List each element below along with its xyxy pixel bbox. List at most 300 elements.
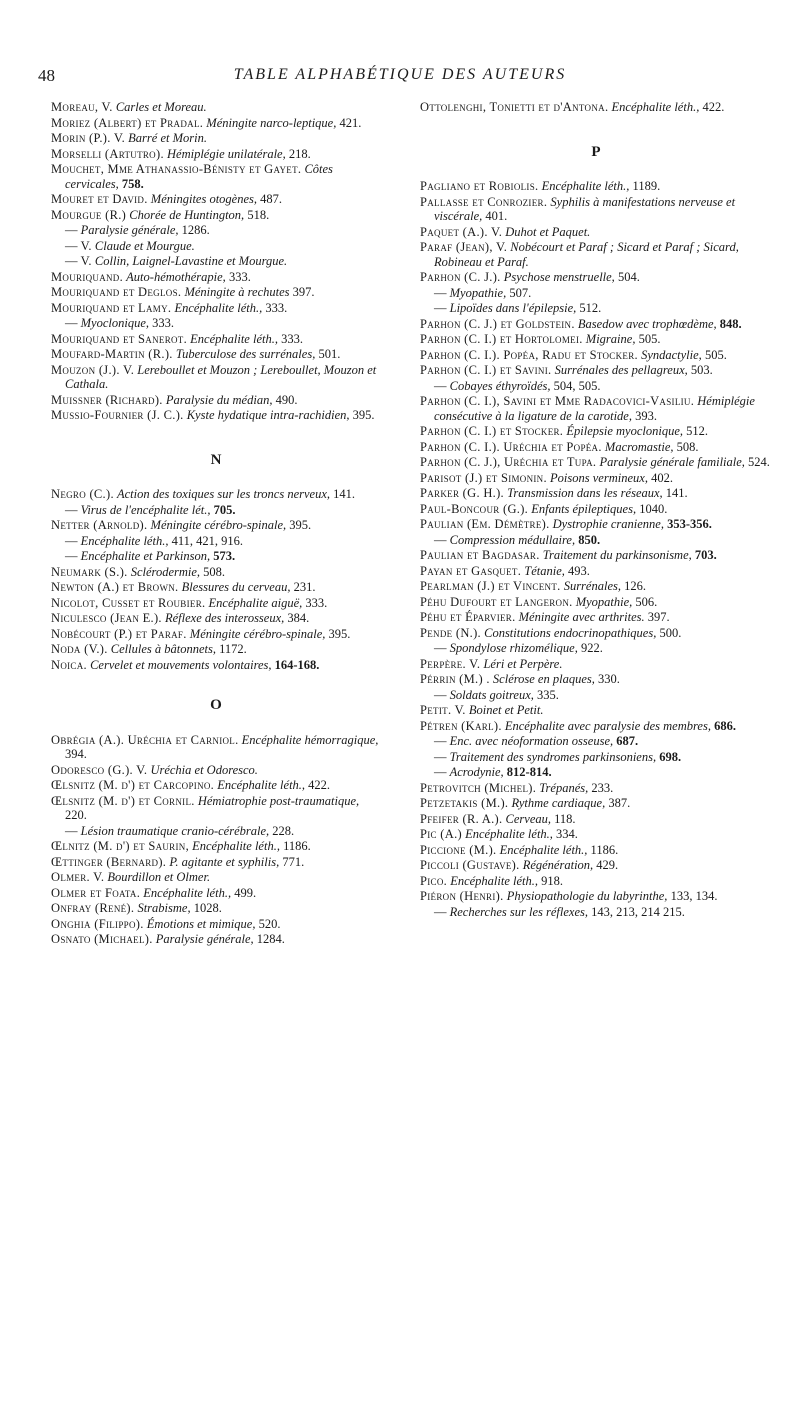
entry-pages: 402. [651,470,673,485]
sub-entry: — Spondylose rhizomélique, 922. [434,641,603,655]
entry-title: Trépanés, [539,780,589,795]
entry-pages: 429. [596,858,619,872]
entry-author: Neumark (S.). [51,564,128,579]
sub-entry: — Cobayes éthyroïdés, 504, 505. [434,378,601,393]
entry-pages: 1189. [632,179,661,193]
entry-author: Parhon (C. J.). [420,270,501,284]
entry-title: Action des toxiques sur les troncs nerveux, [117,487,331,501]
index-entry [420,363,772,378]
entry-author: Moreau, V. [51,100,113,114]
entry-author: Parhon (C. I.) et Hortolomei. [420,332,583,346]
entry-author: Olmer. V. [51,870,105,884]
index-entry [420,195,772,224]
entry-pages: 508. [203,564,226,579]
index-entry [420,796,772,811]
entry-author: Petrovitch (Michel). [420,780,537,795]
entry-title: Barré et Morin. [128,131,207,145]
entry-title: Encéphalite léth., [174,300,263,315]
entry-pages: 384. [287,611,310,625]
entry-author: Paul-Boncour (G.). [420,501,529,516]
entry-title: Sclérose en plaques, [492,672,595,686]
entry-title: Nobécourt et Paraf ; Sicard et Paraf ; Sicard, Robineau et Paraf. [434,240,739,269]
entry-author: Piccione (M.). [420,842,497,857]
entry-author: Nobécourt (P.) et Paraf. [51,626,187,641]
entry-title: Uréchia et Odoresco. [150,762,258,777]
index-entry [420,455,772,470]
entry-pages: 411, 421, 916. [171,533,243,548]
entry-author: Mouriquand et Lamy. [51,300,172,315]
sub-entry: — Enc. avec néoformation osseuse, 687. [434,734,639,748]
entry-pages: 918. [541,873,564,888]
index-entry [51,565,381,580]
entry-pages-bold: 703. [694,548,717,562]
entry-author: Pallasse et Conrozier. [420,194,548,209]
entry-title: Lereboullet et Mouzon ; Lereboullet, Mouzon et Cathala. [65,362,377,391]
entry-pages: 487. [260,192,283,206]
entry-pages-bold: 848. [719,316,742,331]
entry-pages-bold: 353-356. [667,517,712,531]
index-entry [420,595,772,610]
entry-pages: 1028. [193,901,222,915]
index-entry [420,240,772,269]
entry-title: Encéphalite léth., [541,179,630,193]
entry-pages: 334. [556,827,578,841]
entry-title: Méningites otogènes, [150,192,258,206]
page-number: 48 [38,66,55,85]
entry-title: Hémiplégie consécutive à la ligature de la carotide, [434,394,755,423]
entry-author: Parisot (J.) et Simonin. [420,470,547,485]
entry-author: Pagliano et Robiolis. [420,179,539,193]
entry-author: Paulian et Bagdasar. [420,548,540,562]
index-entry [420,486,772,501]
entry-author: Piccoli (Gustave). [420,858,520,872]
entry-title: Émotions et mimique, [146,916,256,931]
index-entry [51,487,381,502]
entry-title: Strabisme, [137,901,191,915]
entry-pages: 1186. [283,839,311,853]
entry-author: Petzetakis (M.). [420,796,509,810]
entry-author: Noda (V.). [51,642,108,656]
index-entry [420,812,772,827]
entry-title: Régénération, [522,858,594,872]
index-entry [51,642,381,657]
entry-title: Acrodynie, [449,765,504,779]
index-entry [51,208,381,223]
entry-title: Macromastie, [604,439,674,454]
entry-author: Obrégia (A.). Uréchia et Carniol. [51,732,239,747]
entry-title: Paralysie générale, [80,223,179,237]
entry-author: Pende (N.). [420,625,481,640]
entry-title: Myopathie, [575,594,633,609]
entry-pages: 387. [608,796,631,810]
entry-pages: 503. [690,363,713,377]
entry-pages: 143, 213, 214 215. [591,904,685,919]
entry-title: Cellules à bâtonnets, [110,642,216,656]
entry-pages: 508. [676,439,699,454]
sub-entry: — Paralysie générale, 1286. [65,223,210,237]
entry-title: Collin, Laignel-Lavastine et Mourgue. [94,254,288,268]
entry-pages: 395. [289,518,312,532]
index-entry [420,579,772,594]
entry-title: Encéphalite léth., [611,100,700,114]
entry-pages-bold: 758. [121,176,144,191]
entry-pages: 422. [308,778,331,792]
index-entry [51,778,381,793]
sub-entry: — Myopathie, 507. [434,285,532,300]
entry-author: Muissner (Richard). [51,392,163,407]
entry-pages: 506. [635,594,658,609]
index-entry [420,317,772,332]
sub-entry: — Soldats goitreux, 335. [434,687,559,702]
entry-title: Lésion traumatique cranio-cérébrale, [80,823,270,838]
entry-author: Mussio-Fournier (J. C.). [51,408,184,422]
index-entry [420,610,772,625]
index-entry [420,719,772,734]
index-entry [420,889,772,904]
entry-author: Mouret et David. [51,192,148,206]
entry-author: Noica. [51,657,87,672]
entry-pages: 220. [65,808,87,822]
entry-title: Méningite narco-leptique, [206,115,337,130]
entry-pages: 1284. [256,932,285,946]
entry-pages-bold: 850. [578,532,601,547]
sub-entry: — Recherches sur les réflexes, 143, 213, 214 215. [434,904,685,919]
entry-pages: 1172. [219,642,247,656]
entry-author: Newton (A.) et Brown. [51,580,179,594]
entry-title: Cervelet et mouvements volontaires, [90,657,272,672]
entry-title: Encéphalite léth., [217,778,306,792]
section-letter: P [591,143,601,160]
index-entry [420,394,772,423]
entry-pages-bold: 705. [213,502,236,517]
entry-pages: 1040. [639,501,668,516]
sub-entry: — Traitement des syndromes parkinsoniens, 698. [434,749,682,764]
entry-author: Parhon (C. I.). Uréchia et Popéa. [420,439,602,454]
index-entry [420,858,772,873]
entry-pages: 505. [638,332,661,346]
entry-title: Encéphalite avec paralysie des membres, [504,718,711,733]
entry-title: P. agitante et syphilis, [169,854,280,869]
entry-author: Œttinger (Bernard). [51,854,167,869]
entry-pages: 421. [339,115,362,130]
entry-title: Recherches sur les réflexes, [449,904,588,919]
entry-title: Encéphalite léth., [450,873,539,888]
entry-title: Boinet et Petit. [468,703,544,717]
entry-pages: 333. [152,316,175,330]
entry-title: Myopathie, [449,285,507,300]
section-letter: O [210,697,222,713]
index-entry [420,424,772,439]
entry-pages: 524. [748,455,770,469]
index-entry [420,564,772,579]
entry-author: Paulian (Em. Démètre). [420,517,550,531]
sub-entry: — Lipoïdes dans l'épilepsie, 512. [434,301,602,315]
entry-title: Encéphalite léth., [80,533,169,548]
entry-pages: 335. [537,687,559,702]
index-entry [51,162,381,191]
entry-author: Odoresco (G.). V. [51,762,148,777]
index-entry [420,225,772,240]
entry-title: Transmission dans les réseaux, [507,486,663,500]
entry-title: Myoclonique, [80,316,150,330]
right-column [420,100,772,920]
entry-author: Parhon (C. I.), Savini et Mme Radacovici-Vasiliu. [420,394,695,408]
entry-title: Encéphalite léth., [190,331,278,346]
entry-author: Pico. [420,873,448,888]
index-entry [420,703,772,718]
left-column [51,100,381,948]
index-entry [51,855,381,870]
index-entry [420,843,772,858]
entry-title: Paralysie générale, [155,932,254,946]
index-entry [51,901,381,916]
entry-title: Tuberculose des surrénales, [175,347,316,361]
index-entry [51,839,381,854]
entry-pages: 501. [318,347,341,361]
entry-author: Pérrin (M.) . [420,672,490,686]
entry-author: Œlsnitz (M. d') et Carcopino. [51,778,215,792]
index-entry [420,827,772,842]
entry-title: Spondylose rhizomélique, [449,641,578,655]
entry-pages: 504, 505. [553,378,601,393]
entry-pages: 218. [288,146,311,161]
entry-pages: 1186. [590,842,619,857]
entry-author: Olmer et Foata. [51,885,141,900]
sub-entry: — V. Claude et Mourgue. [65,238,195,253]
entry-title: Physiopathologie du labyrinthe, [506,889,668,903]
index-entry [51,116,381,131]
index-entry [51,408,381,423]
entry-title: Paralysie générale familiale, [599,455,745,469]
entry-author: Œlsnitz (M. d') et Cornil. [51,793,195,808]
entry-author: Negro (C.). [51,487,114,501]
entry-title: Cobayes éthyroïdés, [449,378,551,393]
entry-title: Virus de l'encéphalite lét., [80,502,211,517]
index-entry [420,626,772,641]
entry-author: Piéron (Henri). [420,889,504,903]
entry-author: Mouriquand et Sanerot. [51,331,188,346]
entry-pages: 118. [554,811,576,826]
entry-title: Traitement des syndromes parkinsoniens, [449,749,657,764]
entry-pages: 1286. [181,223,210,237]
index-entry [51,301,381,316]
index-entry [51,763,381,778]
running-title: TABLE ALPHABÉTIQUE DES AUTEURS [233,66,567,83]
entry-pages: 397. [647,610,670,624]
entry-title: Surrénales des pellagreux, [554,363,688,377]
entry-title: Claude et Mourgue. [94,238,195,253]
entry-title: Duhot et Paquet. [505,224,591,239]
index-entry [51,611,381,626]
index-entry [51,580,381,595]
entry-author: Payan et Gasquet. [420,563,522,578]
index-entry [51,658,381,673]
entry-author: Parhon (C. J.) et Goldstein. [420,316,575,331]
entry-pages: 395. [352,408,375,422]
entry-pages: 507. [509,285,532,300]
entry-author: Moriez (Albert) et Pradal. [51,115,204,130]
entry-title: Dystrophie cranienne, [552,517,664,531]
sub-entry: — Acrodynie, 812-814. [434,765,552,779]
entry-title: Cerveau, [505,811,551,826]
entry-pages: 141. [665,486,688,500]
entry-author: Parhon (C. I.) et Stocker. [420,424,564,438]
index-entry [51,932,381,947]
entry-pages: 330. [598,672,620,686]
entry-author: Péhu Dufourt et Langeron. [420,594,573,609]
entry-author: Parker (G. H.). [420,486,504,500]
entry-title: Soldats goitreux, [449,687,534,702]
entry-title: Méningite avec arthrites. [518,610,645,624]
entry-author: Moufard-Martin (R.). [51,347,173,361]
entry-title: Kyste hydatique intra-rachidien, [186,408,350,422]
entry-pages: 393. [635,408,657,423]
index-entry [420,471,772,486]
index-entry [420,874,772,889]
entry-title: Encéphalite léth., [143,885,232,900]
entry-title: Enfants épileptiques, [531,501,637,516]
entry-author: Perpère. V. [420,656,481,671]
entry-pages: 922. [580,641,603,655]
entry-title: Encéphalite léth., [465,827,553,841]
index-entry [420,348,772,363]
entry-title: Méningite cérébro-spinale, [189,626,326,641]
entry-title: Hémiatrophie post-traumatique, [197,793,360,808]
entry-pages: 333. [265,300,288,315]
entry-pages-bold: 573. [213,549,236,563]
entry-pages-bold: 687. [616,734,639,748]
entry-author: Œlnitz (M. d') et Saurin, [51,839,189,853]
entry-author: Pfeifer (R. A.). [420,811,503,826]
entry-author: Paquet (A.). V. [420,224,503,239]
entry-pages: 228. [272,823,295,838]
entry-pages-bold: 698. [659,749,682,764]
entry-pages: 512. [579,301,602,315]
index-entry [420,781,772,796]
index-entry [51,285,381,300]
index-entry [51,131,381,146]
entry-title: Encéphalite aiguë, [208,595,303,610]
entry-title: Blessures du cerveau, [181,580,291,594]
entry-author: Paraf (Jean), V. [420,240,508,254]
entry-pages: 771. [282,854,305,869]
entry-author: Mouriquand et Deglos. [51,285,182,299]
index-entry [420,517,772,532]
entry-pages: 395. [328,626,351,641]
index-entry [51,332,381,347]
entry-title: Traitement du parkinsonisme, [542,548,692,562]
entry-title: Bourdillon et Olmer. [107,870,211,884]
index-entry [420,179,772,194]
entry-pages: 126. [624,579,646,593]
entry-author: Niculesco (Jean E.). [51,611,162,625]
entry-author: Parhon (C. I.) et Savini. [420,363,552,377]
entry-author: Parhon (C. J.), Uréchia et Tupa. [420,455,597,469]
entry-title: Compression médullaire, [449,532,576,547]
entry-title: Encéphalite hémorragique, [241,732,379,747]
entry-author: Pearlman (J.) et Vincent. [420,579,561,593]
entry-title: Léri et Perpère. [483,656,563,671]
entry-pages: 141. [333,487,356,501]
entry-author: Mourgue (R.) [51,207,127,222]
page-header [38,66,762,96]
entry-author: V. [80,238,92,253]
entry-title: Constitutions endocrinopathiques, [484,625,657,640]
entry-pages: 512. [686,424,709,438]
entry-title: Sclérodermie, [130,564,201,579]
index-entry [420,657,772,672]
entry-author: Morselli (Artutro). [51,146,164,161]
entry-pages: 504. [617,270,640,284]
entry-author: Mouriquand. [51,269,124,284]
entry-title: Encéphalite et Parkinson, [80,549,211,563]
index-entry [51,270,381,285]
index-entry [51,794,381,823]
index-entry [420,440,772,455]
entry-title: Hémiplégie unilatérale, [167,146,286,161]
index-entry [51,192,381,207]
entry-title: Méningite à rechutes [184,285,290,299]
index-entry [51,886,381,901]
index-entry [51,147,381,162]
entry-author: Osnato (Michael). [51,932,153,946]
entry-pages: 518. [247,207,270,222]
entry-author: Nicolot, Cusset et Roubier. [51,595,206,610]
index-entry [51,393,381,408]
index-entry [51,363,381,392]
sub-entry: — Virus de l'encéphalite lét., 705. [65,502,236,517]
entry-pages: 422. [702,100,725,114]
entry-title: Basedow avec trophœdème, [577,316,717,331]
entry-pages: 401. [485,209,508,223]
index-entry [420,672,772,687]
index-entry [51,733,381,762]
entry-pages: 231. [293,580,316,594]
entry-author: Mouchet, Mme Athanassio-Bénisty et Gayet. [51,162,302,176]
entry-title: Syndactylie, [641,347,702,362]
entry-title: Encéphalite léth., [499,842,588,857]
entry-pages-bold: 686. [714,718,736,733]
index-entry [420,100,772,115]
sub-entry: — Compression médullaire, 850. [434,532,601,547]
entry-title: Auto-hémothérapie, [126,269,226,284]
index-entry [420,502,772,517]
section-letter: N [210,451,222,468]
entry-author: Parhon (C. I.). Popéa, Radu et Stocker. [420,347,638,362]
entry-title: Épilepsie myoclonique, [566,424,684,438]
entry-author: Pic (A.) [420,827,462,841]
index-entry [51,347,381,362]
entry-pages-bold: 164-168. [274,657,320,672]
entry-author: Netter (Arnold). [51,518,148,532]
entry-pages: 233. [591,780,614,795]
entry-pages: 493. [568,563,590,578]
entry-pages: 333. [228,269,251,284]
entry-title: Syphilis à manifestations nerveuse et viscérale, [434,194,736,223]
index-entry [51,627,381,642]
entry-title: Migraine, [585,332,636,346]
index-entry [420,548,772,563]
sub-entry: — V. Collin, Laignel-Lavastine et Mourgue. [65,254,288,268]
entry-title: Rythme cardiaque, [511,796,606,810]
index-entry [51,100,381,115]
entry-author: Petit. V. [420,703,466,717]
entry-pages: 520. [258,916,281,931]
entry-author: Onghia (Filippo). [51,916,144,931]
entry-title: Tétanie, [524,563,565,578]
entry-pages-bold: 812-814. [506,765,552,779]
entry-pages: 333. [305,595,328,610]
